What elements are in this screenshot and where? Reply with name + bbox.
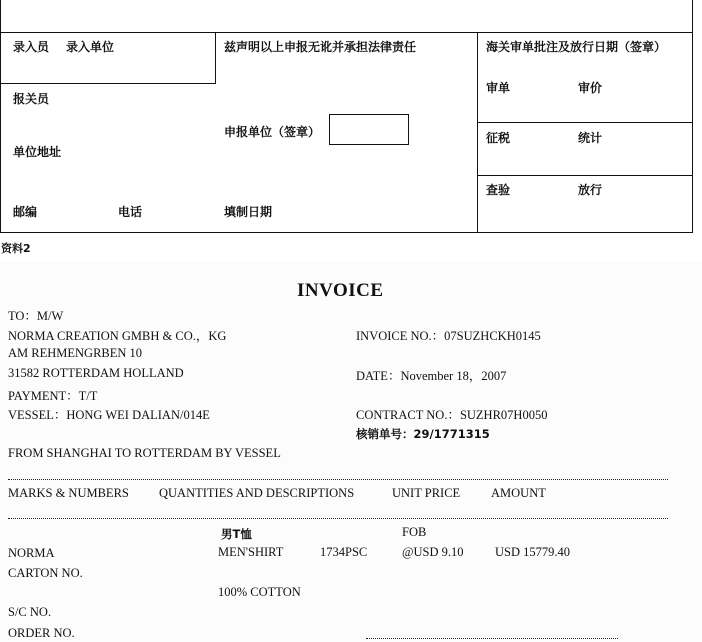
header-quantities: QUANTITIES AND DESCRIPTIONS [159,486,355,500]
declaration-statement: 兹声明以上申报无讹并承担法律责任 [224,40,417,54]
form-divider-1 [215,32,216,84]
header-unit-price: UNIT PRICE [392,486,461,500]
invoice-title: INVOICE [297,280,384,301]
header-bottom-rule [8,518,668,519]
entry-clerk-label: 录入员 [13,40,50,54]
material-caption: 资料2 [1,242,31,255]
shipping-mark-norma: NORMA [8,546,55,560]
header-amount: AMOUNT [491,486,546,500]
postcode-label: 邮编 [13,205,38,219]
form-left-border [0,0,1,233]
verification-number: 核销单号：29/1771315 [356,427,490,441]
vessel: VESSEL：HONG WEI DALIAN/014E [8,408,210,422]
review-label: 审单 [486,81,511,95]
form-right-border [692,0,693,233]
form-bottom-border [0,232,693,233]
shipping-mark-sc: S/C NO. [8,605,52,619]
tax-label: 征税 [486,131,511,145]
item-name-english: MEN'SHIRT [218,545,284,559]
fill-date-label: 填制日期 [224,205,273,219]
form-divider-4 [477,122,693,123]
inspection-label: 查验 [486,183,511,197]
total-rule [366,638,618,639]
customs-review-label: 海关审单批注及放行日期（签章） [486,40,667,54]
contract-number: CONTRACT NO.：SUZHR07H0050 [356,408,548,422]
item-amount: USD 15779.40 [495,545,571,559]
invoice-to: TO：M/W [8,309,64,323]
price-term: FOB [402,525,427,539]
buyer-city: 31582 ROTTERDAM HOLLAND [8,366,184,380]
phone-label: 电话 [118,205,143,219]
invoice-date: DATE：November 18，2007 [356,369,507,383]
buyer-name: NORMA CREATION GMBH & CO.，KG [8,329,227,343]
header-marks: MARKS & NUMBERS [8,486,129,500]
unit-address-label: 单位地址 [13,145,62,159]
pricing-label: 审价 [578,81,603,95]
statistics-label: 统计 [578,131,603,145]
shipping-route: FROM SHANGHAI TO ROTTERDAM BY VESSEL [8,446,281,460]
entry-unit-label: 录入单位 [66,40,115,54]
declaring-unit-stamp-box[interactable] [329,114,409,145]
declaring-unit-label: 申报单位（签章） [224,125,321,139]
buyer-street: AM REHMENGRBEN 10 [8,346,143,360]
release-label: 放行 [578,183,603,197]
item-material: 100% COTTON [218,585,301,599]
declarant-label: 报关员 [13,92,50,106]
shipping-mark-order: ORDER NO. [8,626,75,640]
item-quantity: 1734PSC [320,545,368,559]
shipping-mark-carton: CARTON NO. [8,566,83,580]
form-divider-5 [477,175,693,176]
item-name-chinese: 男T恤 [221,527,252,541]
payment-terms: PAYMENT：T/T [8,389,98,403]
form-divider-2 [0,83,216,84]
form-divider-3 [477,32,478,233]
invoice-number: INVOICE NO.：07SUZHCKH0145 [356,329,541,343]
header-top-rule [8,479,668,480]
form-top-border [0,32,693,33]
item-unit-price: @USD 9.10 [402,545,464,559]
